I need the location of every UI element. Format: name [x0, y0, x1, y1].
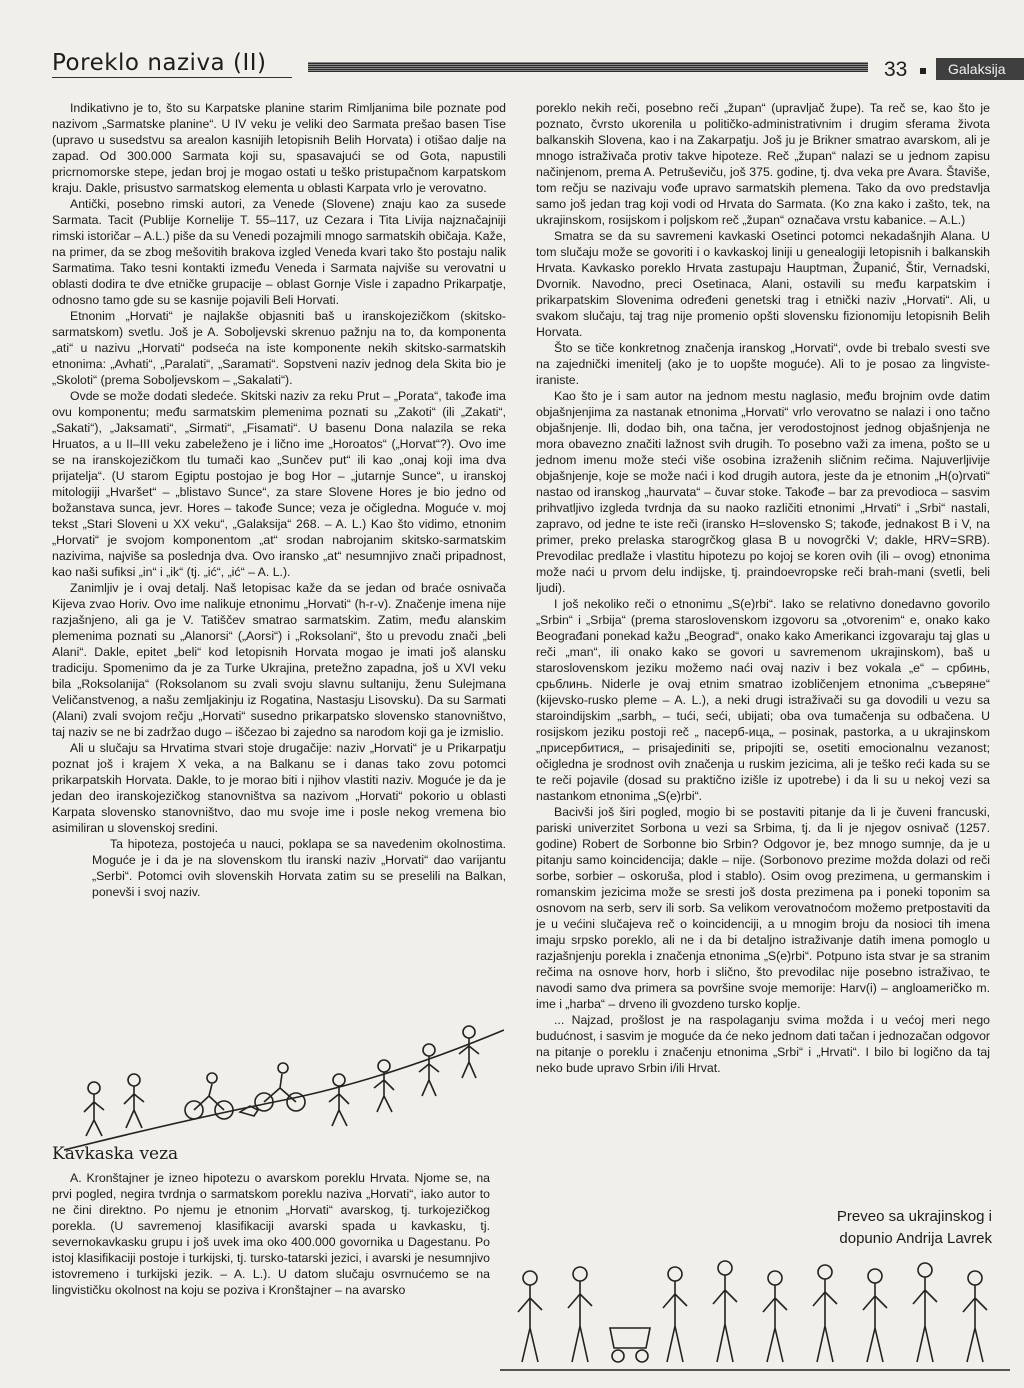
- page-header: [52, 46, 1006, 82]
- left-column: [52, 100, 506, 900]
- paragraph: poreklo nekih reči, posebno reči „župan“ (upravljač župe). Ta reč se, kao što je poznato, čvrsto ukorenila u političko-administrativnim i drugim sferama života balkanskih Slovena, kao i na Zakarpatju. Još ju je Brikner smatrao avarskom, ali je mnogo istraživača protiv takve hipoteze. Reč „župan“ nalazi se u jednom zapisu načinjenom, prema A. Petruševiču, još 375. godine, tj. dva veka pre Avara. Štaviše, tom rečju se nazivaju vođe upravo sarmatskih plemena. Tako da ovo predstavlja samo još jedan trag koji vodi od Hrvata do Sarmata. (Ko zna kako i zašto, tek, na ukrajinskom, rosijskom i poljskom reč „župan“ označava vrstu kabanice. – A.L.): [536, 101, 990, 227]
- paragraph: Ta hipoteza, postojeća u nauci, poklapa se sa navedenim okolnostima. Moguće je i da je na slovenskom tlu iranski naziv „Horvati“ dao varijantu „Serbi“. Potomci ovih slovenskih Horvata zatim su se preselili na Balkan, ponevši i svoj naziv.: [92, 837, 506, 899]
- sidebar-box: [52, 1170, 490, 1298]
- paragraph: Kao što je i sam autor na jednom mestu naglasio, među brojnim ovde datim objašnjenjima za nastanak etnonima „Horvati“ vrlo verovatno se nalazi i ono tačno objašnjenje. Ili, dodao bih, ona tačna, jer verodostojnost jednog objašnjenja ne mora obavezno značiti lažnost svih drugih. To posebno važi za imena, pošto se u jednom imenu može steći više osobina izraženih sličnim rečima. Najuverljivije objašnjenje, koje se može naći i kod drugih autora, jeste da je etnonim „H(o)rvati“ nastao od iranskog „haurvata“ – čuvar stoke. Takođe – bar za prevodioca – sasvim prihvatljivo izgleda tvrdnja da su naoko različiti etnonimi „Hrvati“ i „Srbi“ nastali, zapravo, od jedne te iste reči (iransko H=slovensko S; takođe, jednakost B i V, na primer, preko prelaska starogrčkog glasa B u novogrčki V; dakle, HRV=SRB). Prevodilac predlaže i vlastitu hipotezu po kojoj se koren ovih (ili – ovog) etnonima može naći u prvom delu indijske, tj. praindoevropske reči brah-mani (svetli, beli ljudi).: [536, 389, 990, 595]
- paragraph: Ovde se može dodati sledeće. Skitski naziv za reku Prut – „Porata“, takođe ima ovu komponentu; među sarmatskim plemenima poznati su „Zakoti“ (ili „Zakati“, „Sakati“), „Jaksamati“, „Sirmati“, „Fisamati“. U basenu Dona nalazila se reka Hruatos, a u II–III veku zabeleženo je i lično ime „Horoatos“ („Horvat“?). Ovo ime se na iranskojezičkom tlu tumači kao „Sunčev put“ ili kao „onaj koji ima dva prijatelja“. (U starom Egiptu postojao je bog Hor – „jutarnje Sunce“, u iranskoj mitologiji „Hvaršet“ – „blistavo Sunce“, za stare Slovene Hores je bio jedno od božanstava sunca, jevr. Hores – takođe Sunce; veza je očigledna. Moguće v. moj tekst „Stari Sloveni u XX veku“, „Galaksija“ 268. – A. L.) Kao što vidimo, etnonim „Horvati“ je svojom komponentom „at“ srodan nabrojanim skitsko-sarmatskim nazivima, najviše sa poslednja dva. Ovo iransko „at“ nesumnjivo znači pripadnost, kao naši sufiksi „in“ i „ik“ (tj. „ić“, „ić“ – A. L.).: [52, 389, 506, 579]
- paragraph: Indikativno je to, što su Karpatske planine starim Rimljanima bile poznate pod nazivom „Sarmatske planine“. U IV veku je veliki deo Sarmata prešao basen Tise (upravo u susedstvu sa arealon kasnijih letopisnih Belih Horvata) i otišao dalje na zapad. Od 300.000 Sarmata koji su, spasavajući se od Gota, napustili pricrnomorske stepe, jedan broj je mogao ostati u teško pristupačnom karpatskom kraju. Dakle, prisustvo sarmatskog elementa u oblasti Karpata vrlo je verovatno.: [52, 101, 506, 195]
- page-number: 33: [884, 58, 908, 81]
- header-bullet: [920, 68, 926, 74]
- signature-line-1: Preveo sa ukrajinskog i: [836, 1208, 992, 1225]
- paragraph: Što se tiče konkretnog značenja iranskog „Horvati“, ovde bi trebalo svesti sve na zajednički imenitelj (ako je to uopšte moguće). Ali to je posao za lingviste-iraniste.: [536, 341, 990, 387]
- right-column: [536, 100, 990, 1076]
- paragraph: Smatra se da su savremeni kavkaski Osetinci potomci nekadašnjih Alana. U tom slučaju može se govoriti i o kavkaskoj liniji u genealogiji letopisnih i balkanskih Hrvata. Kavkasko poreklo Hrvata zastupaju Hauptman, Županić, Štir, Vernadski, Dvornik. Navodno, preci Osetinaca, Alani, ostavili su među karpatskim i prikarpatskim Slovenima određeni genetski trag i etnički naziv „Horvati“. Ali, u svakom slučaju, taj trag nije promenio opšti slovensku fizionomiju letopisnih Belih Horvata.: [536, 229, 990, 339]
- paragraph: Etnonim „Horvati“ je najlakše objasniti baš u iranskojezičkom (skitsko-sarmatskom) svetlu. Još je A. Soboljevski skrenuo pažnju na to, da komponenta „ati“ u nazivu „Horvati“ podseća na iste komponente nekih skitsko-sarmatskih etnonima: „Avhati“, „Paralati“, „Saramati“. Sopstveni naziv jednog dela Skita bio je „Skoloti“ (prema Soboljevskom – „Sakalati“).: [52, 309, 506, 387]
- section-tag: Galaksija: [936, 58, 1024, 80]
- title-underline: [52, 77, 292, 78]
- paragraph: ... Najzad, prošlost je na raspolaganju svima možda i u većoj meri nego budućnost, i sasvim je moguće da će neko jednom dati tačan i jednozačan odgovor na pitanje o poreklu i značenju etnonima „Srbi“ i „Hrvati“. I bilo bi logično da taj neko bude upravo Srbin i/ili Hrvat.: [536, 1013, 990, 1075]
- paragraph: Antički, posebno rimski autori, za Venede (Slovene) znaju kao za susede Sarmata. Tacit (Publije Kornelije T. 55–117, uz Cezara i Tita Livija najznačajniji rimski istoričar – A.L.) piše da su Venedi pozajmili mnogo sarmatskih običaja. Kaže, na primer, da se zbog mešovitih brakova izgled Veneda kvari tako što postaju nalik Sarmatima. Tako tesni kontakti između Veneda i Sarmata najviše su verovatni u oblasti dodira te dve etničke grupacije – oblast Gornje Visle i zapadno Prikarpatje, odnosno tamo gde su se kasnije pojavili Beli Horvati.: [52, 197, 506, 307]
- procession-illustration: [64, 1010, 504, 1158]
- paragraph: Bacivši još širi pogled, mogio bi se postaviti pitanje da li je čuveni francuski, pariski univerzitet Sorbona u vezi sa Srbima, tj. da li je njegov osnivač (1257. godine) Robert de Sorbonne bio Srbin? Odgovor je, bez mnogo sumnje, da je u pitanju samo koincidencija; dakle – nije. (Sorbonovo prezime možda dolazi od reči sorbe, sorbier – oskoruša, plod i stablo). Osim ovog prezimena, u germanskim i romanskim jezicima može se sresti još dosta prezimena pa i poneki toponim sa osnovom na serb, serv ili sorb. Sa velikom verovatnoćom možemo pretpostaviti da je u većini slučajeva reč o koincidenciji, a u mnogim broju da nosioci tih imena imaju srpsko poreklo, ali ne i da bi detaljno istraživanje datih imena pomoglo u razjašnjenju porekla i značenja etnonima „S(e)rbi“. Potpuno ista stvar je sa stranim rečima na osnove horv, horb i slično, što prevodilac nije posebno istraživao, te navodi samo dva primera sa površine svoje memorije: Harv(i) – angloameričko m. ime i „harba“ – drveno ili gvozdeno tursko koplje.: [536, 805, 990, 1011]
- box-heading: Kavkaska veza: [52, 1144, 179, 1164]
- crowd-illustration: [500, 1238, 1010, 1378]
- paragraph: Zanimljiv je i ovaj detalj. Naš letopisac kaže da se jedan od braće osnivača Kijeva zvao Horiv. Ovo ime nalikuje etnonimu „Horvati“ (h-r-v). Značenje imena nije razjašnjeno, ali ga je V. Tatiščev smatrao sarmatskim. Zatim, među alanskim plemenima poznati su „Alanorsi“ („Aorsi“) i „Roksolani“, što u prevodu znači „beli Alani“. Dakle, epitet „beli“ kod letopisnih Horvata mogao je imati još alansku tradiciju. Spomenimo da je za Turke Ukrajina, pretežno zapadna, još u XVI veku bila „Roksolanija“ (Roksolanom su zvali svoju slavnu sultaniju, ženu Sulejmana Veličanstvenog, a našu zemljakinju iz Rogatina, Nastasju Lisovsku). Da su Sarmati (Alani) zvali svojom rečju „Horvati“ susedno prikarpatsko slovensko stanovništvo, taj naziv se ne bi zadržao dugo – iščezao bi zajedno sa narodom koji ga je izmislio.: [52, 581, 506, 739]
- box-paragraph: A. Kronštajner je izneo hipotezu o avarskom poreklu Hrvata. Njome se, na prvi pogled, negira tvrdnja o sarmatskom poreklu naziva „Horvati“, iako autor to ne čini direktno. Po njemu je etnonim „Horvati“ avarskog, tj. turkojezičkog porekla. (U savremenoj klasifikaciji avarski spada u kavkasku, tj. severnokavkasku grupu i još uvek ima oko 400.000 govornika u Dagestanu. Po istoj klasifikaciji postoje i turkijski, tj. tursko-tatarski jezici, i avarski je nesumnjivo istovremeno i turkijski jezik. – A. L.). U datom slučaju osvrnućemo se na lingvističku okolnost na koju se poziva i Kronštajner – na avarsko: [52, 1171, 490, 1297]
- paragraph: I još nekoliko reči o etnonimu „S(e)rbi“. Iako se relativno donedavno govorilo „Srbin“ i „Srbija“ (prema staroslovenskom izgovoru sa „otvorenim“ e, onako kako Beograđani ponekad kažu „Beograd“, onako kako Amerikanci izgovaraju taj glas u reči „man“, ili onako kako se govori u savremenom ukrajinskom), baš u staroslovenskom jeziku možemo naći ovaj naziv i bez vokala „e“ – србинь, срьблинь. Niderle je ovaj etnim smatrao izobličenjem etnonima „съверяне“ (kijevsko-rusko pleme – A. L.), a neki drugi istraživači su ga dovodili u vezu sa staroindijskim „sarbh„ – tući, seći, ubijati; oba ova tumačenja su odbačena. U rosijskom jeziku postoji reč „ пасерб-ица„ – posinak, pastorka, a u ukrajinskom „присербитися„ – prisajediniti se, pripojiti se, osetiti emocionalnu vezanost; očigledna je srodnost ovih značenja u ruskim jezicima, ali je teško reći kada su se te reči pojavile (dosad su praktično izišle iz upotrebe) i da li su u nekoj vezi sa nastankom etnonima „S(e)rbi“.: [536, 597, 990, 803]
- paragraph: Ali u slučaju sa Hrvatima stvari stoje drugačije: naziv „Horvati“ je u Prikarpatju poznat još i krajem X veka, a na Balkanu se i danas tako zovu potomci prikarpatskih Horvata. Dakle, to je morao biti i njihov vlastiti naziv. Moguće je da je jedan deo iranskojezičkog stanovništva sa nazivom „Horvati“ pokorio u oblasti Karpata slovensko stanovništvo, dao mu svoje ime i posle nekog vremena bio asimiliran u slovenskoj sredini.: [52, 741, 506, 835]
- article-title: Poreklo naziva (II): [52, 50, 267, 76]
- header-rule: [308, 62, 868, 72]
- signature-line-2: dopunio Andrija Lavrek: [839, 1230, 992, 1247]
